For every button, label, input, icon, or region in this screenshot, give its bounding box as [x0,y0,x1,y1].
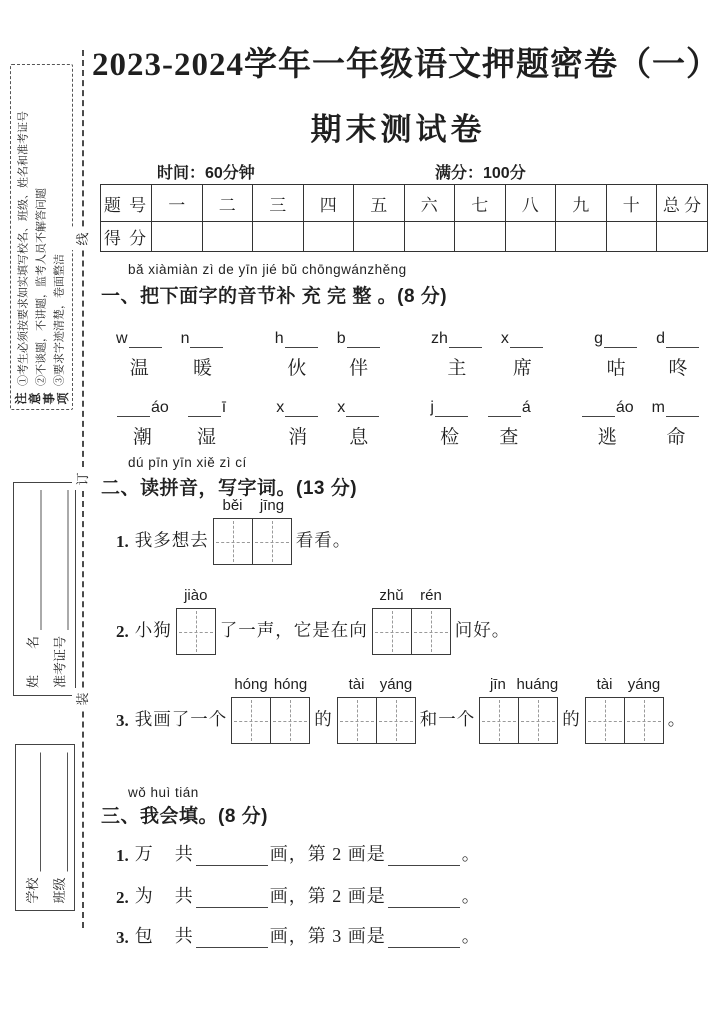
syllable-pre: b [336,330,346,347]
score-table-col: 六 [404,185,455,222]
syllable-pair [276,399,380,449]
section2-pinyin: dú pīn yīn xiě zì cí [128,455,247,470]
syllable-unit [276,399,319,449]
section2-heading: 二、读拼音，写字词。(13 分) [101,478,358,499]
tianzige-box [372,608,451,655]
answer-blank [388,928,460,948]
grid-cell [270,698,309,743]
question-number: 3. [116,711,129,730]
answer-blank [449,330,482,348]
syllable-char: 暖 [193,358,213,379]
section1-row2 [116,399,700,449]
class-field-label: 班级 [52,876,67,903]
score-table-col: 七 [455,185,506,222]
score-cell [303,222,354,252]
syllable-pre: j [430,399,434,416]
target-character: 包 [134,926,153,946]
grid-cell [376,698,415,743]
answer-blank [196,888,268,908]
tianzige-box [585,697,664,744]
question-text: 画，第 2 画是 [269,886,386,906]
answer-blank [196,928,268,948]
name-field [22,490,41,688]
exam-number-label: 准考证号 [51,635,67,688]
target-character: 万 [134,844,153,864]
paper-meta [100,160,708,182]
section1-pinyin: bǎ xiàmiàn zì de yīn jié bǔ chōngwánzhěng [128,262,407,277]
sentence-text: 我画了一个 [134,709,228,729]
grid-cell [373,609,411,654]
grid-cell [214,519,252,564]
syllable-char: 咕 [606,358,626,379]
writing-grid [176,587,216,655]
tianzige-box [479,697,558,744]
pinyin-syllable: tài [348,676,365,693]
binding-label-ding: 订 [72,468,94,490]
pinyin-syllable: běi [222,497,243,514]
score-cell [202,222,253,252]
answer-blank [604,330,637,348]
syllable-unit [501,330,544,380]
syllable-unit [187,399,226,449]
stroke-question-3 [116,922,481,948]
question-number: 2. [116,622,129,641]
pinyin-syllable: jiào [184,587,208,604]
sentence-text: 的 [562,709,581,729]
syllable-pre: g [594,330,604,347]
syllable-char: 伙 [287,358,307,379]
question-text: 共 [174,844,194,864]
score-table-col: 四 [303,185,354,222]
target-character: 为 [134,886,153,906]
tianzige-box [337,697,416,744]
answer-blank [347,330,380,348]
syllable-pre: x [337,399,346,416]
grid-cell [518,698,557,743]
answer-blank [582,399,615,417]
syllable-pair [431,330,544,380]
syllable-char: 查 [499,427,519,448]
syllable-char: 潮 [132,427,152,448]
question-text: 画，第 3 画是 [269,926,386,946]
score-table-col: 八 [505,185,556,222]
question-number: 2. [116,888,129,907]
school-info-box [15,744,75,911]
question-text: 共 [174,886,194,906]
question-number: 3. [116,928,129,947]
time-limit-label: 时间：60分钟 [157,165,255,182]
question-text: 。 [461,886,481,906]
school-field-label: 学校 [25,876,40,903]
total-score-header: 总 分 [657,185,708,222]
sentence-text: 。 [667,709,687,729]
pinyin-syllable: zhǔ [379,587,404,604]
sentence-text: 的 [314,709,333,729]
score-cell [505,222,556,252]
score-table-col: 二 [202,185,253,222]
pinyin-syllable: yáng [627,676,661,693]
grid-cell [338,698,376,743]
score-table-col: 九 [556,185,607,222]
notice-items [16,111,67,386]
score-table [100,184,708,252]
student-info-content [13,482,76,696]
pinyin-syllable: hóng [234,676,268,693]
writing-grid [213,497,292,565]
pinyin-syllable: hóng [273,676,308,693]
syllable-pre: w [116,330,128,347]
writing-grid [585,676,664,744]
answer-blank [285,330,318,348]
grid-cell [624,698,663,743]
grid-cell [586,698,624,743]
grid-cell [480,698,518,743]
sentence-text: 小狗 [134,620,172,640]
section3-pinyin: wǒ huì tián [128,785,199,800]
writing-grid [479,676,559,744]
answer-blank [510,330,543,348]
syllable-pre: x [276,399,285,416]
syllable-pre: n [180,330,190,347]
tianzige-box [213,518,292,565]
grid-pinyin [372,587,451,604]
syllable-unit [337,399,380,449]
syllable-unit [116,399,169,449]
grid-pinyin [213,497,292,514]
syllable-char: 消 [288,427,308,448]
binding-label-zhuang: 装 [72,688,94,710]
grid-pinyin [479,676,558,693]
syllable-pre: zh [430,330,448,347]
grid-cell [232,698,270,743]
class-field-line [54,752,68,871]
grid-pinyin [176,587,216,604]
score-cell [455,222,506,252]
score-cell [354,222,405,252]
score-header: 得 分 [101,222,152,252]
answer-blank [129,330,162,348]
score-table-header-row [101,185,708,222]
paper-title: 2023-2024学年一年级语文押题密卷（一） [92,47,720,83]
syllable-unit [337,330,381,380]
question-text: 画，第 2 画是 [269,844,386,864]
syllable-char: 温 [129,358,149,379]
syllable-unit [430,399,469,449]
class-field [49,752,68,903]
name-field-line [27,490,41,630]
syllable-unit [116,330,163,380]
answer-blank [346,399,379,417]
syllable-char: 湿 [197,427,217,448]
score-cell [253,222,304,252]
syllable-pre: d [656,330,665,347]
section1-row1 [116,330,700,380]
answer-blank [666,330,699,348]
syllable-post: ī [221,399,227,416]
score-table-col: 五 [354,185,405,222]
score-table-col: 十 [606,185,657,222]
syllable-pair [594,330,700,380]
stroke-question-2 [116,882,481,908]
syllable-pair [581,399,700,449]
syllable-pair [430,399,530,449]
question-number-header: 题 号 [101,185,152,222]
syllable-unit [652,399,700,449]
answer-blank [488,399,521,417]
tianzige-box [231,697,310,744]
exam-number-field [49,490,68,688]
syllable-unit [581,399,634,449]
section3-heading: 三、我会填。(8 分) [101,806,269,827]
school-field-line [27,752,41,871]
syllable-unit [656,330,700,380]
score-cell [152,222,203,252]
syllable-pre: x [500,330,509,347]
score-table-score-row [101,222,708,252]
pinyin-syllable: huáng [516,676,559,693]
school-field [22,752,41,903]
notice-item: ③要求字迹清楚，卷面整洁 [52,254,65,386]
syllable-pair [116,330,224,380]
score-cell [556,222,607,252]
question-number: 1. [116,532,129,551]
syllable-unit [487,399,531,449]
question-number: 1. [116,846,129,865]
paper-subtitle: 期末测试卷 [310,112,486,147]
syllable-post: á [521,399,531,416]
question-line-3 [116,676,688,744]
name-field-label: 姓 名 [24,635,40,688]
score-table-col: 三 [253,185,304,222]
answer-blank [388,846,460,866]
answer-blank [285,399,318,417]
syllable-pre: h [274,330,284,347]
syllable-pair [275,330,381,380]
answer-blank [188,399,221,417]
notice-item: ①考生必须按要求如实填写校名、班级、姓名和准考证号 [17,111,30,386]
pinyin-syllable: tài [596,676,613,693]
pinyin-syllable: jīn [489,676,506,693]
sentence-text: 看看。 [295,530,352,550]
syllable-unit [275,330,319,380]
question-line-2 [116,587,512,655]
answer-blank [388,888,460,908]
question-text: 。 [461,926,481,946]
question-line-1 [116,497,353,565]
syllable-char: 主 [447,358,467,379]
syllable-unit [431,330,483,380]
grid-cell [252,519,291,564]
syllable-char: 逃 [597,427,617,448]
notice-box [10,64,73,410]
syllable-post: áo [615,399,634,416]
grid-pinyin [337,676,416,693]
answer-blank [117,399,150,417]
school-info-content [15,744,75,911]
sentence-text: 我多想去 [134,530,209,550]
question-text: 共 [174,926,194,946]
writing-grid [337,676,416,744]
student-info-box [13,482,76,696]
syllable-char: 检 [440,427,460,448]
tianzige-box [176,608,216,655]
stroke-question-1 [116,840,481,866]
binding-label-xian: 线 [72,228,94,250]
notice-item: ②不谈题，不讲题，监考人员不解答问题 [35,188,48,386]
grid-pinyin [585,676,664,693]
syllable-char: 命 [666,427,686,448]
score-cell [404,222,455,252]
notice-label: 注意事项 [13,392,70,406]
exam-number-line [54,490,68,630]
notice-box-content [10,64,73,410]
syllable-char: 席 [512,358,532,379]
syllable-char: 伴 [349,358,369,379]
grid-cell [411,609,450,654]
pinyin-syllable: rén [420,587,442,604]
writing-grid [372,587,451,655]
full-score-label: 满分：100分 [435,165,526,182]
pinyin-syllable: jīng [259,497,285,514]
sentence-text: 了一声，它是在向 [219,620,368,640]
total-score-cell [657,222,708,252]
syllable-unit [594,330,638,380]
writing-grid [231,676,310,744]
answer-blank [190,330,223,348]
answer-blank [196,846,268,866]
score-table-col: 一 [152,185,203,222]
answer-blank [435,399,468,417]
section1-heading: 一、把下面字的音节补 充 完 整 。(8 分) [101,286,448,307]
sentence-text: 问好。 [454,620,511,640]
syllable-post: áo [151,399,169,416]
score-cell [606,222,657,252]
pinyin-syllable: yáng [379,676,413,693]
grid-cell [177,609,215,654]
sentence-text: 和一个 [419,709,476,729]
syllable-pre: m [651,399,665,416]
syllable-char: 息 [349,427,369,448]
grid-pinyin [231,676,310,693]
syllable-char: 咚 [668,358,688,379]
syllable-unit [181,330,225,380]
answer-blank [666,399,699,417]
syllable-pair [116,399,226,449]
question-text: 。 [461,844,481,864]
